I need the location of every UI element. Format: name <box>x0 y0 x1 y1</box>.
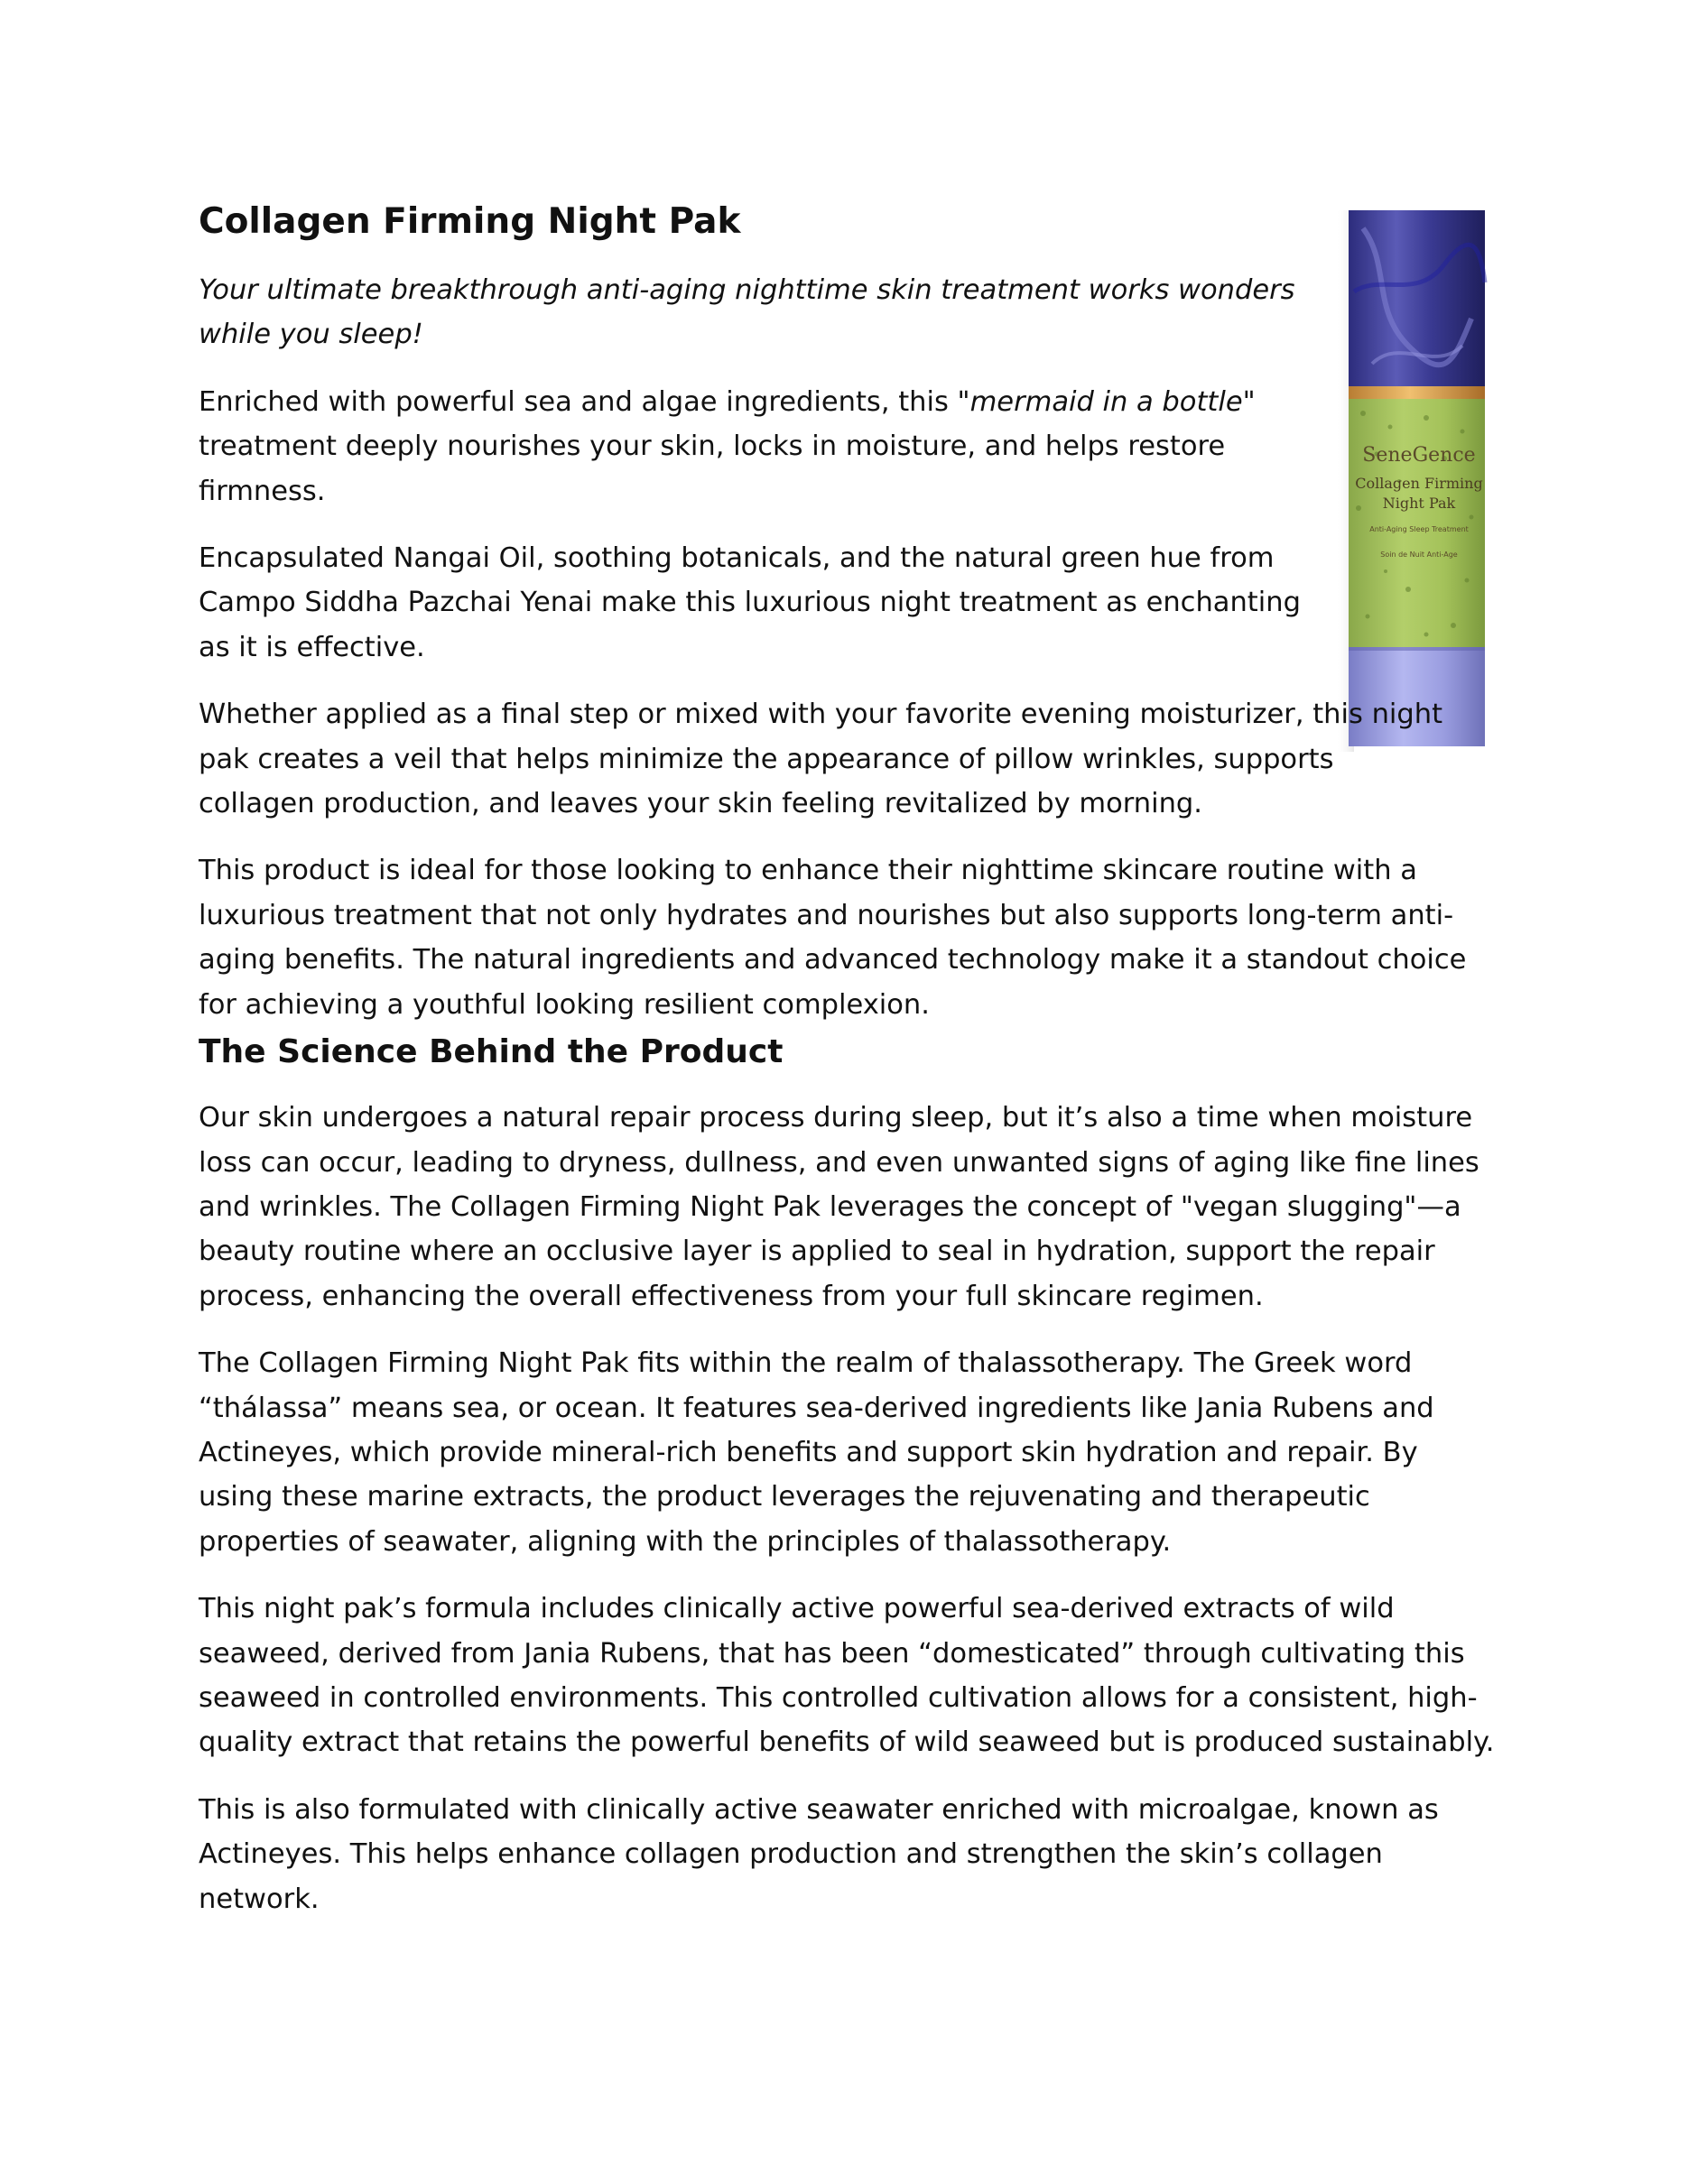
oil-paragraph: Encapsulated Nangai Oil, soothing botanicals, and the natural green hue from Campo Siddha Pazchai Yenai make this luxurious night treatment as enchanting as it is effective. <box>199 542 1301 663</box>
usage-paragraph: Whether applied as a final step or mixed with your favorite evening moisturizer, this night pak creates a veil that helps minimize the appearance of pillow wrinkles, supports collagen production, and leaves your skin feeling revitalized by morning. <box>199 699 1443 820</box>
formula-paragraph: This night pak’s formula includes clinically active powerful sea-derived extracts of wild seaweed, derived from Jania Rubens, that has been “domesticated” through cultivating this seaweed in controlled environments. This controlled cultivation allows for a consistent, high-quality extract that retains the powerful benefits of wild seaweed but is produced sustainably. <box>199 1593 1495 1759</box>
tagline: Your ultimate breakthrough anti-aging nighttime skin treatment works wonders while you sleep! <box>199 274 1295 351</box>
intro-text-before: Enriched with powerful sea and algae ingredients, this " <box>199 385 970 418</box>
ideal-paragraph: This product is ideal for those looking to enhance their nighttime skincare routine with a luxurious treatment that not only hydrates and nourishes but also supports long-term anti-aging benefits. The natural ingredients and advanced technology make it a standout choice for achieving a youthful looking resilient complexion. <box>199 855 1467 1021</box>
section-heading: The Science Behind the Product <box>199 1033 784 1071</box>
intro-text-after: " treatment deeply nourishes your skin, locks in moisture, and helps restore firmness. <box>199 385 1256 507</box>
page-title: Collagen Firming Night Pak <box>199 201 741 242</box>
science-paragraph: Our skin undergoes a natural repair process during sleep, but it’s also a time when moisture loss can occur, leading to dryness, dullness, and even unwanted signs of aging like fine lines and wrinkles. The Collagen Firming Night Pak leverages the concept of "vegan slugging"—a beauty routine where an occlusive layer is applied to seal in hydration, support the repair process, enhancing the overall effectiveness from your full skincare regimen. <box>199 1102 1479 1312</box>
label-line2: Night Pak <box>1382 495 1456 512</box>
intro-emphasis: mermaid in a bottle <box>969 385 1243 418</box>
actineyes-paragraph: This is also formulated with clinically active seawater enriched with microalgae, known as Actineyes. This helps enhance collagen production and strengthen the skin’s collagen network. <box>199 1793 1439 1915</box>
label-small2: Soin de Nuit Anti-Age <box>1380 551 1458 559</box>
thalasso-paragraph: The Collagen Firming Night Pak fits within the realm of thalassotherapy. The Greek word “thálassa” means sea, or ocean. It features sea-derived ingredients like Jania Rubens and Actineyes, which provide mineral-rich benefits and support skin hydration and repair. By using these marine extracts, the product leverages the rejuvenating and therapeutic properties of seawater, aligning with the principles of thalassotherapy. <box>199 1347 1434 1558</box>
label-line1: Collagen Firming <box>1355 475 1483 492</box>
document-page <box>199 194 1498 1921</box>
label-small1: Anti-Aging Sleep Treatment <box>1369 525 1469 533</box>
brand-logo: SeneGence <box>1362 444 1476 467</box>
intro-paragraph <box>199 380 1327 514</box>
